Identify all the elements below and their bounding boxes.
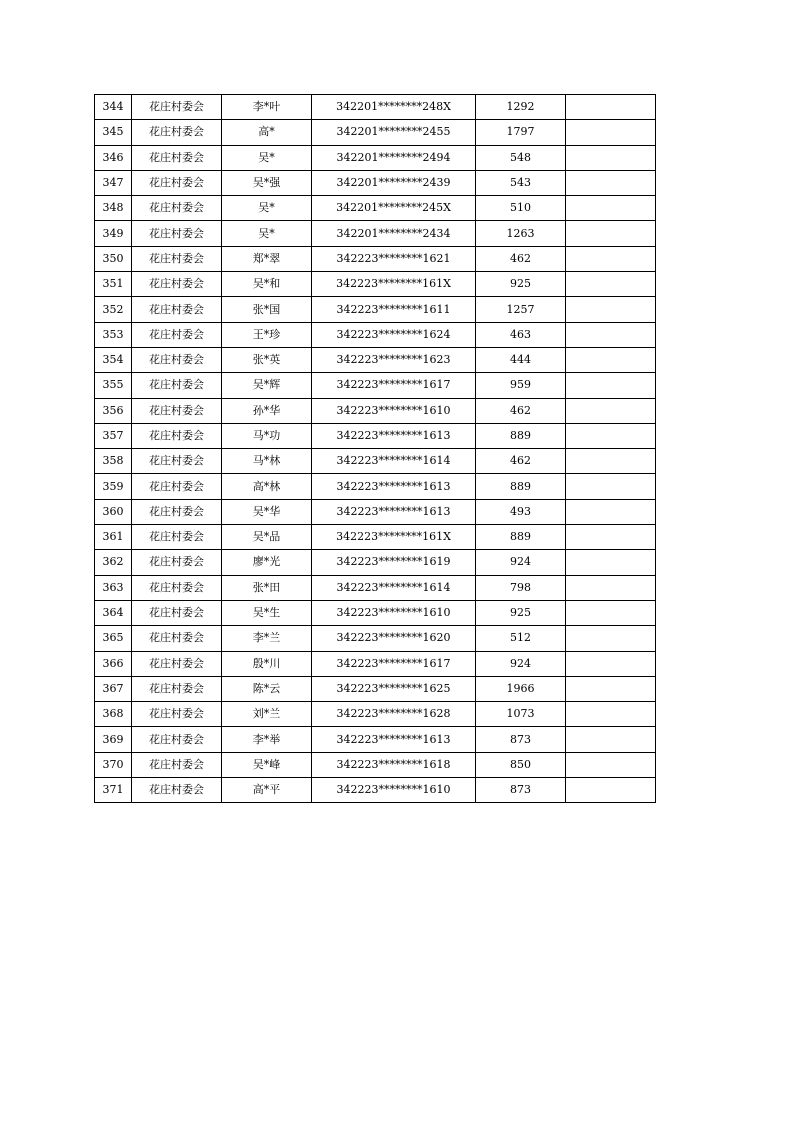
name-cell: 陈*云: [222, 676, 312, 701]
unit-cell: 花庄村委会: [132, 170, 222, 195]
table-row: [95, 246, 656, 271]
note-cell: [566, 626, 656, 651]
unit-cell: 花庄村委会: [132, 702, 222, 727]
note-cell: [566, 196, 656, 221]
id-number-cell: 342223********1610: [312, 778, 476, 803]
name-cell: 王*珍: [222, 322, 312, 347]
row-number-cell: 346: [95, 145, 132, 170]
id-number-cell: 342201********2434: [312, 221, 476, 246]
table-row: [95, 575, 656, 600]
amount-cell: 924: [476, 651, 566, 676]
table-row: [95, 525, 656, 550]
note-cell: [566, 651, 656, 676]
amount-cell: 850: [476, 752, 566, 777]
table-body: [95, 95, 656, 803]
unit-cell: 花庄村委会: [132, 550, 222, 575]
unit-cell: 花庄村委会: [132, 196, 222, 221]
note-cell: [566, 778, 656, 803]
name-cell: 郑*翠: [222, 246, 312, 271]
table-row: [95, 651, 656, 676]
note-cell: [566, 702, 656, 727]
row-number-cell: 358: [95, 449, 132, 474]
table-row: [95, 752, 656, 777]
name-cell: 李*举: [222, 727, 312, 752]
row-number-cell: 367: [95, 676, 132, 701]
note-cell: [566, 499, 656, 524]
note-cell: [566, 727, 656, 752]
row-number-cell: 359: [95, 474, 132, 499]
row-number-cell: 368: [95, 702, 132, 727]
unit-cell: 花庄村委会: [132, 525, 222, 550]
note-cell: [566, 170, 656, 195]
amount-cell: 925: [476, 600, 566, 625]
unit-cell: 花庄村委会: [132, 221, 222, 246]
name-cell: 马*林: [222, 449, 312, 474]
amount-cell: 1966: [476, 676, 566, 701]
name-cell: 李*叶: [222, 95, 312, 120]
row-number-cell: 356: [95, 398, 132, 423]
unit-cell: 花庄村委会: [132, 347, 222, 372]
name-cell: 李*兰: [222, 626, 312, 651]
note-cell: [566, 322, 656, 347]
amount-cell: 889: [476, 423, 566, 448]
row-number-cell: 348: [95, 196, 132, 221]
table-row: [95, 95, 656, 120]
table-row: [95, 626, 656, 651]
row-number-cell: 345: [95, 120, 132, 145]
note-cell: [566, 423, 656, 448]
name-cell: 吴*: [222, 145, 312, 170]
amount-cell: 959: [476, 373, 566, 398]
note-cell: [566, 676, 656, 701]
id-number-cell: 342223********1628: [312, 702, 476, 727]
note-cell: [566, 347, 656, 372]
note-cell: [566, 752, 656, 777]
note-cell: [566, 95, 656, 120]
amount-cell: 1292: [476, 95, 566, 120]
name-cell: 吴*品: [222, 525, 312, 550]
name-cell: 张*英: [222, 347, 312, 372]
amount-cell: 1797: [476, 120, 566, 145]
table-row: [95, 600, 656, 625]
id-number-cell: 342201********2494: [312, 145, 476, 170]
unit-cell: 花庄村委会: [132, 95, 222, 120]
amount-cell: 798: [476, 575, 566, 600]
data-table: [94, 94, 656, 803]
note-cell: [566, 525, 656, 550]
table-row: [95, 145, 656, 170]
id-number-cell: 342223********161X: [312, 272, 476, 297]
row-number-cell: 351: [95, 272, 132, 297]
note-cell: [566, 221, 656, 246]
table-row: [95, 778, 656, 803]
amount-cell: 462: [476, 246, 566, 271]
id-number-cell: 342201********245X: [312, 196, 476, 221]
table-row: [95, 676, 656, 701]
name-cell: 高*: [222, 120, 312, 145]
row-number-cell: 369: [95, 727, 132, 752]
id-number-cell: 342223********1620: [312, 626, 476, 651]
id-number-cell: 342201********2439: [312, 170, 476, 195]
table-row: [95, 221, 656, 246]
unit-cell: 花庄村委会: [132, 727, 222, 752]
unit-cell: 花庄村委会: [132, 600, 222, 625]
amount-cell: 925: [476, 272, 566, 297]
unit-cell: 花庄村委会: [132, 575, 222, 600]
row-number-cell: 366: [95, 651, 132, 676]
row-number-cell: 354: [95, 347, 132, 372]
unit-cell: 花庄村委会: [132, 778, 222, 803]
table-row: [95, 170, 656, 195]
row-number-cell: 347: [95, 170, 132, 195]
unit-cell: 花庄村委会: [132, 499, 222, 524]
table-row: [95, 449, 656, 474]
unit-cell: 花庄村委会: [132, 246, 222, 271]
note-cell: [566, 449, 656, 474]
row-number-cell: 360: [95, 499, 132, 524]
id-number-cell: 342223********1613: [312, 727, 476, 752]
amount-cell: 512: [476, 626, 566, 651]
unit-cell: 花庄村委会: [132, 651, 222, 676]
row-number-cell: 363: [95, 575, 132, 600]
amount-cell: 873: [476, 778, 566, 803]
unit-cell: 花庄村委会: [132, 272, 222, 297]
name-cell: 刘*兰: [222, 702, 312, 727]
table-row: [95, 550, 656, 575]
id-number-cell: 342223********1617: [312, 651, 476, 676]
table-row: [95, 702, 656, 727]
table-row: [95, 297, 656, 322]
amount-cell: 510: [476, 196, 566, 221]
unit-cell: 花庄村委会: [132, 297, 222, 322]
table-row: [95, 398, 656, 423]
id-number-cell: 342223********1613: [312, 474, 476, 499]
amount-cell: 543: [476, 170, 566, 195]
unit-cell: 花庄村委会: [132, 423, 222, 448]
name-cell: 吴*生: [222, 600, 312, 625]
amount-cell: 493: [476, 499, 566, 524]
id-number-cell: 342223********1623: [312, 347, 476, 372]
row-number-cell: 352: [95, 297, 132, 322]
amount-cell: 873: [476, 727, 566, 752]
row-number-cell: 361: [95, 525, 132, 550]
unit-cell: 花庄村委会: [132, 474, 222, 499]
id-number-cell: 342223********1624: [312, 322, 476, 347]
id-number-cell: 342223********1610: [312, 398, 476, 423]
name-cell: 高*平: [222, 778, 312, 803]
note-cell: [566, 272, 656, 297]
row-number-cell: 365: [95, 626, 132, 651]
unit-cell: 花庄村委会: [132, 398, 222, 423]
id-number-cell: 342201********248X: [312, 95, 476, 120]
row-number-cell: 370: [95, 752, 132, 777]
amount-cell: 463: [476, 322, 566, 347]
note-cell: [566, 550, 656, 575]
table-row: [95, 347, 656, 372]
name-cell: 吴*: [222, 221, 312, 246]
table-row: [95, 272, 656, 297]
name-cell: 吴*华: [222, 499, 312, 524]
name-cell: 孙*华: [222, 398, 312, 423]
amount-cell: 462: [476, 449, 566, 474]
name-cell: 吴*辉: [222, 373, 312, 398]
table-row: [95, 423, 656, 448]
unit-cell: 花庄村委会: [132, 676, 222, 701]
unit-cell: 花庄村委会: [132, 120, 222, 145]
note-cell: [566, 474, 656, 499]
note-cell: [566, 373, 656, 398]
amount-cell: 889: [476, 474, 566, 499]
amount-cell: 924: [476, 550, 566, 575]
id-number-cell: 342223********1613: [312, 499, 476, 524]
amount-cell: 548: [476, 145, 566, 170]
row-number-cell: 353: [95, 322, 132, 347]
id-number-cell: 342223********1614: [312, 449, 476, 474]
id-number-cell: 342223********1610: [312, 600, 476, 625]
name-cell: 殷*川: [222, 651, 312, 676]
id-number-cell: 342223********1613: [312, 423, 476, 448]
name-cell: 张*田: [222, 575, 312, 600]
id-number-cell: 342223********1614: [312, 575, 476, 600]
id-number-cell: 342223********1625: [312, 676, 476, 701]
name-cell: 廖*光: [222, 550, 312, 575]
table-row: [95, 120, 656, 145]
amount-cell: 1257: [476, 297, 566, 322]
id-number-cell: 342223********1618: [312, 752, 476, 777]
note-cell: [566, 145, 656, 170]
amount-cell: 889: [476, 525, 566, 550]
amount-cell: 1263: [476, 221, 566, 246]
unit-cell: 花庄村委会: [132, 752, 222, 777]
name-cell: 马*功: [222, 423, 312, 448]
note-cell: [566, 600, 656, 625]
note-cell: [566, 398, 656, 423]
id-number-cell: 342201********2455: [312, 120, 476, 145]
table-row: [95, 373, 656, 398]
table-row: [95, 727, 656, 752]
table-row: [95, 499, 656, 524]
amount-cell: 444: [476, 347, 566, 372]
unit-cell: 花庄村委会: [132, 322, 222, 347]
name-cell: 吴*: [222, 196, 312, 221]
name-cell: 吴*强: [222, 170, 312, 195]
unit-cell: 花庄村委会: [132, 626, 222, 651]
unit-cell: 花庄村委会: [132, 449, 222, 474]
unit-cell: 花庄村委会: [132, 373, 222, 398]
id-number-cell: 342223********161X: [312, 525, 476, 550]
amount-cell: 462: [476, 398, 566, 423]
amount-cell: 1073: [476, 702, 566, 727]
id-number-cell: 342223********1617: [312, 373, 476, 398]
row-number-cell: 349: [95, 221, 132, 246]
table-row: [95, 474, 656, 499]
row-number-cell: 350: [95, 246, 132, 271]
row-number-cell: 364: [95, 600, 132, 625]
name-cell: 吴*峰: [222, 752, 312, 777]
id-number-cell: 342223********1611: [312, 297, 476, 322]
row-number-cell: 355: [95, 373, 132, 398]
name-cell: 吴*和: [222, 272, 312, 297]
note-cell: [566, 246, 656, 271]
id-number-cell: 342223********1619: [312, 550, 476, 575]
row-number-cell: 344: [95, 95, 132, 120]
note-cell: [566, 297, 656, 322]
table-row: [95, 196, 656, 221]
table-row: [95, 322, 656, 347]
id-number-cell: 342223********1621: [312, 246, 476, 271]
row-number-cell: 371: [95, 778, 132, 803]
name-cell: 张*国: [222, 297, 312, 322]
row-number-cell: 362: [95, 550, 132, 575]
name-cell: 高*林: [222, 474, 312, 499]
unit-cell: 花庄村委会: [132, 145, 222, 170]
note-cell: [566, 120, 656, 145]
row-number-cell: 357: [95, 423, 132, 448]
note-cell: [566, 575, 656, 600]
